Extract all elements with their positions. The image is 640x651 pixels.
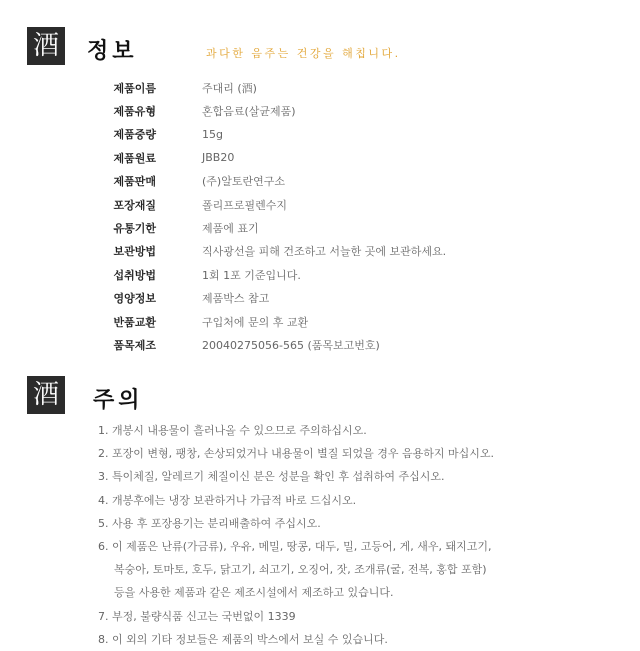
caution-item-continuation: 등을 사용한 제품과 같은 제조시설에서 제조하고 있습니다.: [114, 586, 394, 600]
caution-item: 3. 특이체질, 알레르기 체질이신 분은 성분을 확인 후 섭취하여 주십시오.: [98, 470, 445, 484]
info-row: [84, 76, 446, 99]
info-value: 제품에 표기: [202, 222, 259, 236]
caution-item: 1. 개봉시 내용물이 흘러나올 수 있으므로 주의하십시오.: [98, 424, 367, 437]
product-info-table: [84, 76, 446, 357]
info-value: 주대리 (酒): [202, 81, 257, 95]
info-row: [84, 333, 446, 356]
info-label: 제품중량: [113, 128, 156, 142]
info-value: 15g: [202, 127, 223, 141]
section-title-caution: 주의: [93, 388, 144, 413]
info-row: [84, 287, 446, 310]
info-label: 품목제조: [113, 338, 156, 352]
section-title-info: 정보: [87, 39, 138, 64]
info-row: [84, 123, 446, 146]
info-label: 섭취방법: [113, 268, 156, 282]
info-label: 반품교환: [113, 315, 156, 329]
info-label: 제품원료: [113, 151, 156, 165]
info-label: 제품판매: [113, 175, 156, 189]
info-value: 폴리프로필렌수지: [202, 198, 288, 212]
info-row: [84, 216, 446, 239]
info-row: [84, 263, 446, 286]
info-label: 유통기한: [113, 222, 156, 236]
info-value: 혼합음료(살균제품): [202, 105, 296, 119]
caution-list: [98, 419, 494, 651]
section-badge-caution: 酒: [27, 376, 65, 414]
info-label: 제품유형: [113, 105, 156, 119]
info-row: [84, 310, 446, 333]
info-value: 직사광선을 피해 건조하고 서늘한 곳에 보관하세요.: [202, 245, 447, 259]
info-row: [84, 170, 446, 193]
caution-item: 8. 이 외의 기타 정보들은 제품의 박스에서 보실 수 있습니다.: [98, 632, 388, 646]
caution-item: 6. 이 제품은 난류(가금류), 우유, 메밀, 땅콩, 대두, 밀, 고등어, 게, 새우, 돼지고기,: [98, 539, 492, 553]
caution-item: 7. 부정, 불량식품 신고는 국번없이 1339: [98, 609, 296, 623]
health-warning: 과다한 음주는 건강을 해칩니다.: [206, 47, 401, 60]
info-value: 제품박스 참고: [202, 292, 270, 306]
info-label: 제품이름: [113, 81, 156, 95]
info-row: [84, 193, 446, 216]
info-label: 포장재질: [113, 198, 156, 212]
info-label: 영양정보: [113, 292, 156, 306]
info-row: [84, 146, 446, 169]
caution-item-continuation: 복숭아, 토마토, 호두, 닭고기, 쇠고기, 오징어, 잣, 조개류(굴, 전복, 홍합 포함): [114, 563, 487, 577]
info-value: JBB20: [202, 151, 235, 165]
info-label: 보관방법: [113, 245, 156, 259]
info-value: (주)알토란연구소: [202, 175, 285, 189]
info-row: [84, 99, 446, 122]
info-value: 구입처에 문의 후 교환: [202, 315, 309, 329]
info-value: 20040275056-565 (품목보고번호): [202, 338, 380, 352]
caution-item: 5. 사용 후 포장용기는 분리배출하여 주십시오.: [98, 516, 321, 530]
info-row: [84, 240, 446, 263]
info-value: 1회 1포 기준입니다.: [202, 268, 301, 282]
section-badge-info: 酒: [27, 27, 65, 65]
caution-item: 4. 개봉후에는 냉장 보관하거나 가급적 바로 드십시오.: [98, 493, 357, 507]
caution-item: 2. 포장이 변형, 팽창, 손상되었거나 내용물이 별질 되었을 경우 음용하지 마십시오.: [98, 447, 494, 461]
